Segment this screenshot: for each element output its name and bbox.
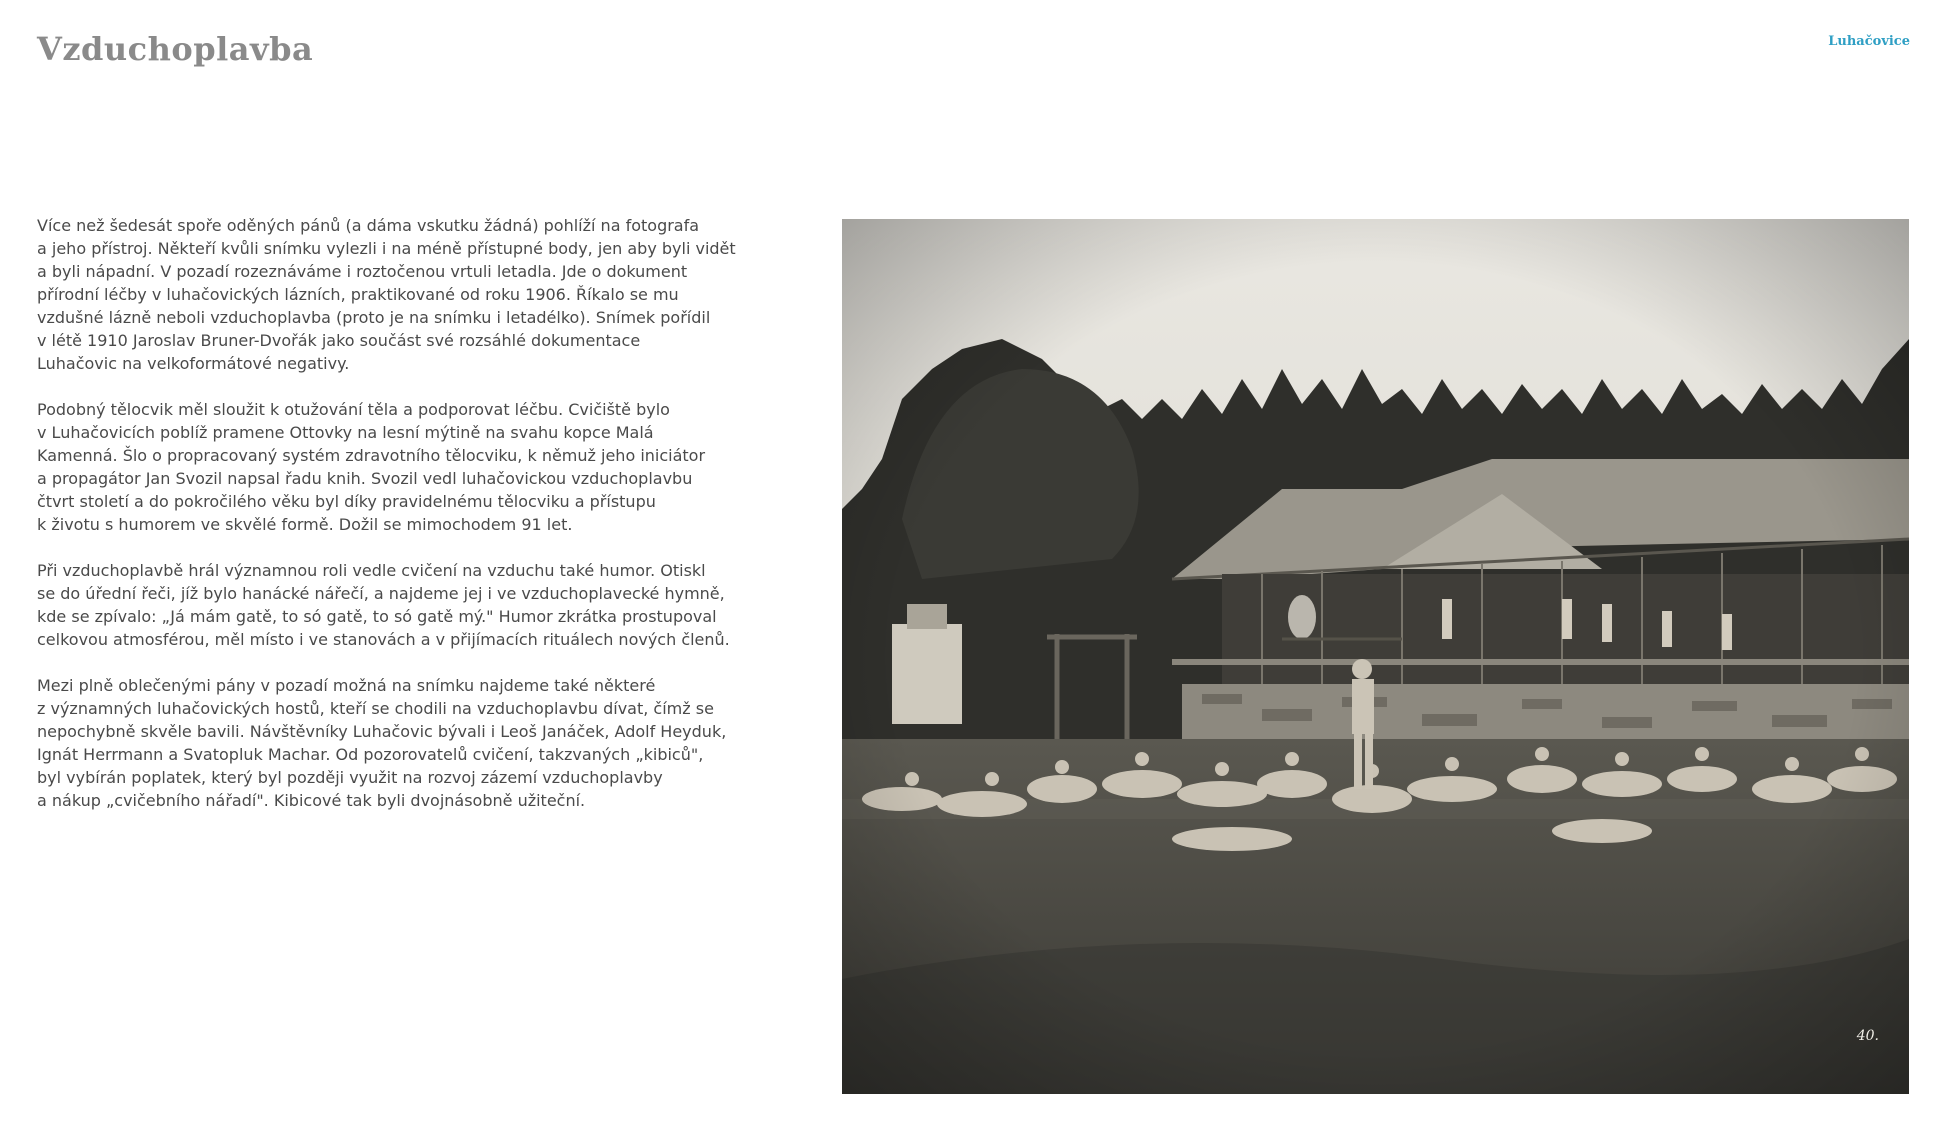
text-line: Ignát Herrmann a Svatopluk Machar. Od pozorovatelů cvičení, takzvaných „kibiců", bbox=[37, 745, 704, 764]
paragraph-2 bbox=[37, 398, 707, 536]
text-line: celkovou atmosférou, měl místo i ve stanovách a v přijímacích rituálech nových členů. bbox=[37, 630, 730, 649]
text-line: z významných luhačovických hostů, kteří se chodili na vzduchoplavbu dívat, čímž se bbox=[37, 699, 714, 718]
text-line: v Luhačovicích poblíž pramene Ottovky na lesní mýtině na svahu kopce Malá bbox=[37, 423, 654, 442]
text-line: přírodní léčby v luhačovických lázních, praktikované od roku 1906. Říkalo se mu bbox=[37, 285, 679, 304]
text-line: a jeho přístroj. Někteří kvůli snímku vylezli i na méně přístupné body, jen aby byli vidět bbox=[37, 239, 736, 258]
running-head: Luhačovice bbox=[1828, 34, 1910, 49]
photo-illustration bbox=[842, 219, 1909, 1094]
text-line: se do úřední řeči, jíž bylo hanácké nářečí, a najdeme jej i ve vzduchoplavecké hymně, bbox=[37, 584, 725, 603]
text-line: byl vybírán poplatek, který byl později využit na rozvoj zázemí vzduchoplavby bbox=[37, 768, 663, 787]
text-line: Více než šedesát spoře oděných pánů (a dáma vskutku žádná) pohlíží na fotografa bbox=[37, 216, 700, 235]
body-text bbox=[37, 214, 736, 835]
paragraph-4 bbox=[37, 674, 727, 812]
text-line: vzdušné lázně neboli vzduchoplavba (proto je na snímku i letadélko). Snímek pořídil bbox=[37, 308, 711, 327]
text-line: k životu s humorem ve skvělé formě. Dožil se mimochodem 91 let. bbox=[37, 515, 573, 534]
photo-vignette bbox=[842, 219, 1909, 1094]
text-line: a propagátor Jan Svozil napsal řadu knih. Svozil vedl luhačovickou vzduchoplavbu bbox=[37, 469, 693, 488]
text-line: Při vzduchoplavbě hrál významnou roli vedle cvičení na vzduchu také humor. Otiskl bbox=[37, 561, 706, 580]
page-title: Vzduchoplavba bbox=[37, 30, 314, 68]
text-line: v létě 1910 Jaroslav Bruner-Dvořák jako součást své rozsáhlé dokumentace bbox=[37, 331, 641, 350]
historic-photograph bbox=[842, 219, 1909, 1094]
paragraph-3 bbox=[37, 559, 730, 651]
text-line: a byli nápadní. V pozadí rozeznáváme i roztočenou vrtuli letadla. Jde o dokument bbox=[37, 262, 688, 281]
text-line: kde se zpívalo: „Já mám gatě, to só gatě, to só gatě mý." Humor zkrátka prostupoval bbox=[37, 607, 717, 626]
text-line: čtvrt století a do pokročilého věku byl díky pravidelnému tělocviku a přístupu bbox=[37, 492, 656, 511]
text-line: Kamenná. Šlo o propracovaný systém zdravotního tělocviku, k němuž jeho iniciátor bbox=[37, 446, 706, 465]
text-line: Podobný tělocvik měl sloužit k otužování těla a podporovat léčbu. Cvičiště bylo bbox=[37, 400, 670, 419]
text-line: Mezi plně oblečenými pány v pozadí možná na snímku najdeme také některé bbox=[37, 676, 656, 695]
text-line: Luhačovic na velkoformátové negativy. bbox=[37, 354, 350, 373]
text-line: nepochybně skvěle bavili. Návštěvníky Luhačovic bývali i Leoš Janáček, Adolf Heyduk, bbox=[37, 722, 727, 741]
text-line: a nákup „cvičebního nářadí". Kibicové tak byli dvojnásobně užiteční. bbox=[37, 791, 586, 810]
plate-number: 40. bbox=[1856, 1028, 1879, 1044]
paragraph-1 bbox=[37, 214, 736, 375]
